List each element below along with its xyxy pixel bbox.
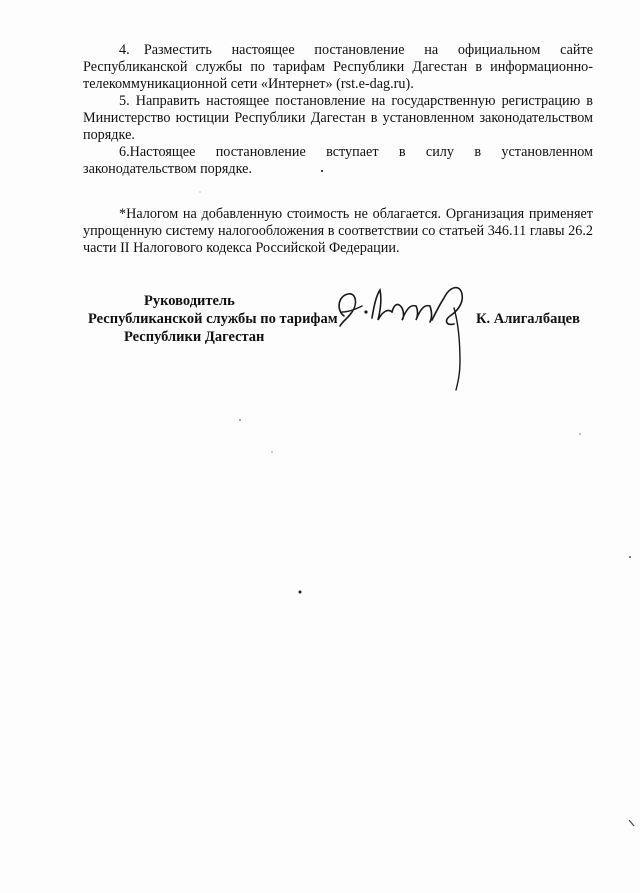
- paragraph-5: 5. Направить настоящее постановление на государственную регистрацию в Министерство юстиции Республики Дагестан в установленном законодательством порядке.: [83, 93, 593, 143]
- signer-title-line-1: Руководитель: [144, 293, 235, 309]
- signature-block: [86, 292, 606, 402]
- signer-name: К. Алигалбацев: [476, 311, 580, 327]
- vat-footnote: *Налогом на добавленную стоимость не облагается. Организация применяет упрощенную систему налогообложения в соответствии со статьей 346.11 главы 26.2 части II Налогового кодекса Российской Федерации.: [83, 206, 593, 256]
- paragraph-6: 6.Настоящее постановление вступает в силу в установленном законодательством порядке.: [83, 144, 593, 177]
- signer-title-line-2: Республиканской службы по тарифам: [88, 311, 338, 327]
- signer-title-line-3: Республики Дагестан: [124, 329, 265, 345]
- handwritten-signature: [332, 282, 502, 402]
- paragraph-4: 4. Разместить настоящее постановление на официальном сайте Республиканской службы по тарифам Республики Дагестан в информационно-телекоммуникационной сети «Интернет» (rst.e-dag.ru).: [83, 42, 593, 92]
